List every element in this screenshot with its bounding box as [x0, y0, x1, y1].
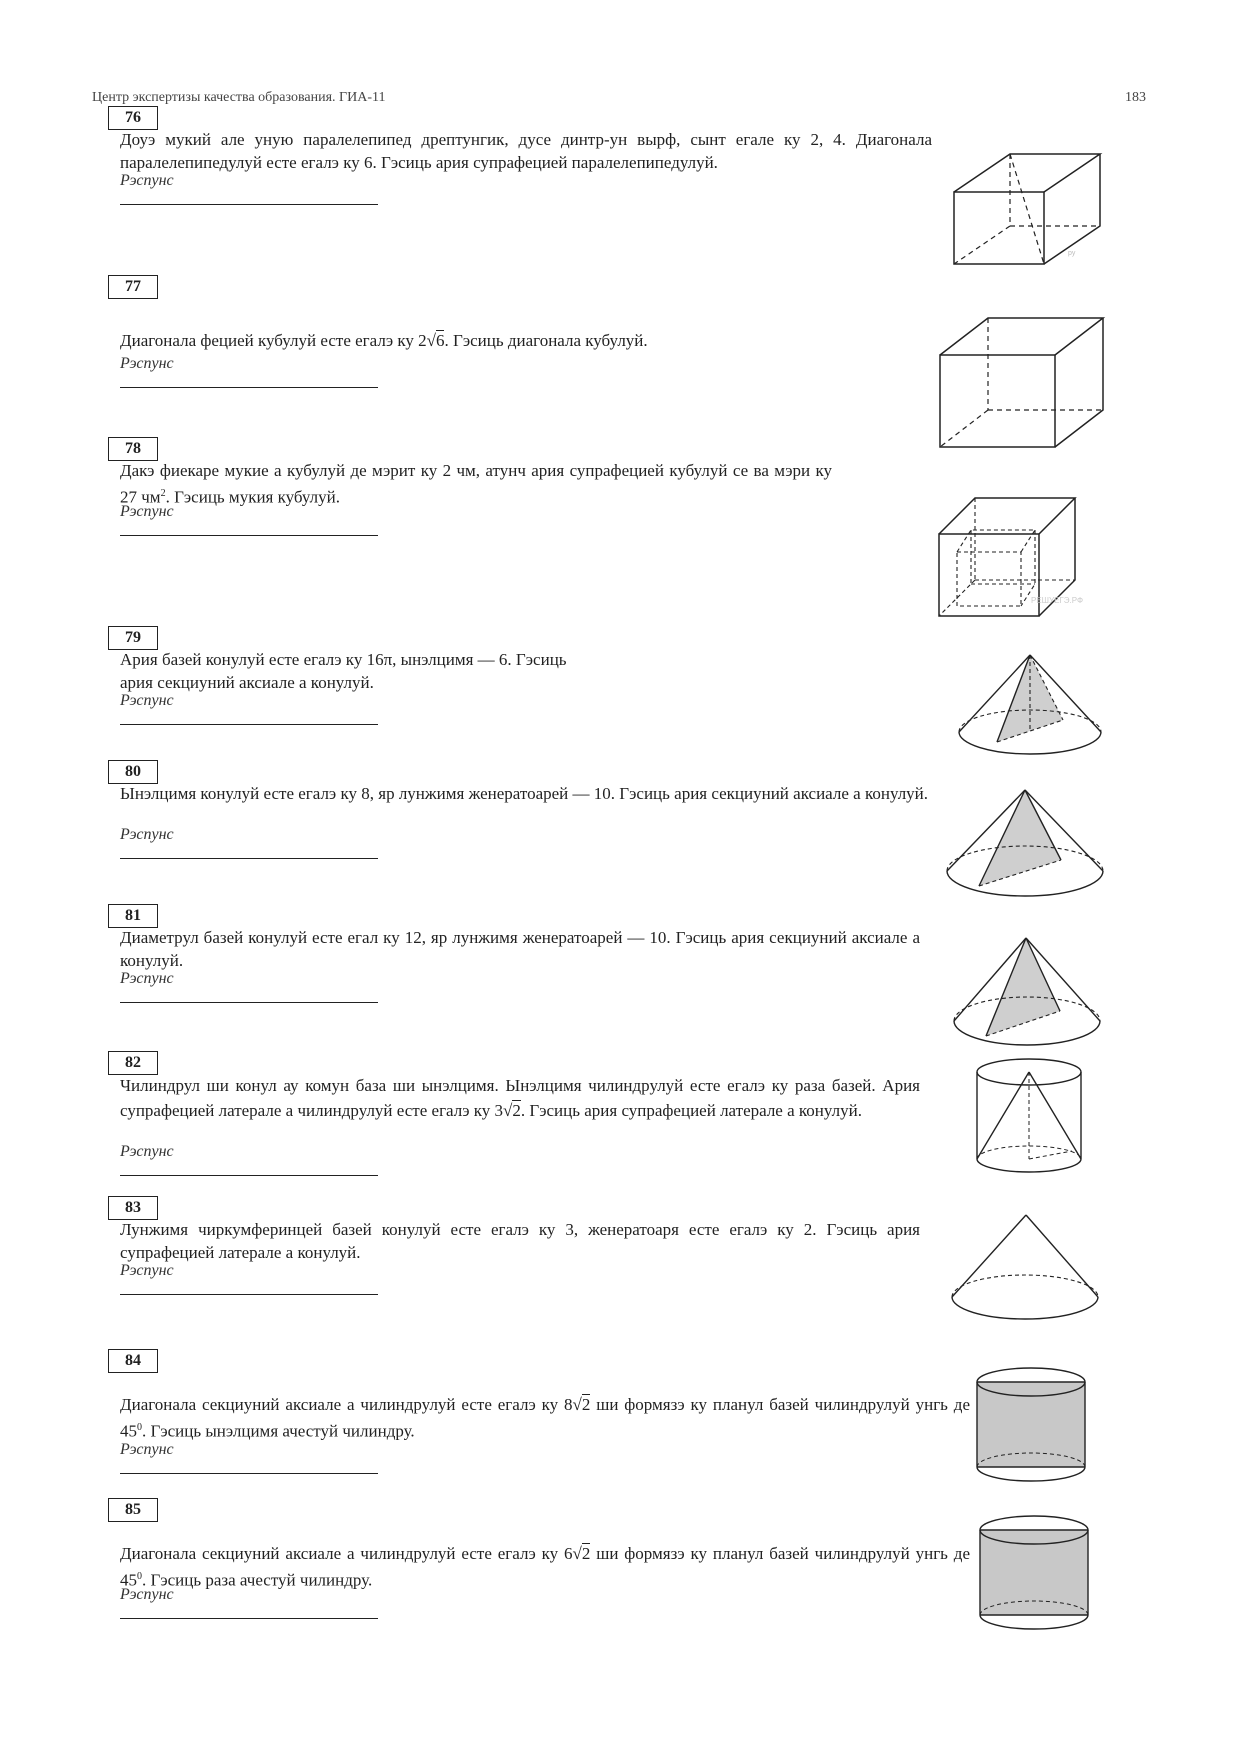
text-part: . Гэсиць мукия кубулуй.: [165, 487, 340, 507]
task-number: 79: [108, 626, 158, 650]
root-coef: 8: [564, 1395, 573, 1414]
task-text: Ария базей конулуй есте егалэ ку 16π, ынэлцимя — 6. Гэсиць ария секциуний аксиале а конулуй.: [120, 650, 567, 692]
superscript: 2: [160, 488, 166, 499]
text-part: Чилиндрул ши конул ау комун база ши ынэлцимя. Ынэлцимя чилиндрулуй есте егалэ ку раза базей. Ария супрафецией латерале а чилиндрулуй есте егалэ ку: [120, 1076, 920, 1120]
answer-field[interactable]: [120, 1441, 378, 1479]
cone-figure: [943, 785, 1108, 900]
answer-field[interactable]: [120, 826, 378, 864]
answer-label: Рэспунс: [120, 826, 174, 843]
radicand: 2: [512, 1101, 521, 1120]
text-part: ши формязэ ку планул базей чилиндрулуй унгь де 45: [120, 1395, 970, 1441]
text-part: . Гэсиць раза ачестуй чилиндру.: [142, 1570, 373, 1590]
answer-field[interactable]: [120, 1262, 378, 1300]
answer-label: Рэспунс: [120, 692, 174, 709]
superscript: 0: [137, 1422, 142, 1433]
answer-label: Рэспунс: [120, 355, 174, 372]
cone-figure: [950, 933, 1105, 1048]
radicand: 6: [435, 331, 445, 350]
answer-label: Рэспунс: [120, 970, 174, 987]
task-number: 78: [108, 437, 158, 461]
text-part: . Гэсиць ынэлцимя ачестуй чилиндру.: [142, 1421, 415, 1441]
watermark-text: ру: [1068, 250, 1076, 257]
cone-figure: [948, 1210, 1103, 1325]
task-text: [120, 459, 832, 509]
sqrt-sign: √: [426, 331, 436, 350]
watermark-text: РЕШУЕГЭ.РФ: [1031, 596, 1084, 605]
radicand: 2: [581, 1544, 591, 1563]
answer-label: Рэспунс: [120, 503, 174, 520]
cylinder-figure: [972, 1360, 1092, 1485]
answer-line[interactable]: [120, 988, 378, 1003]
task-number: 82: [108, 1051, 158, 1075]
answer-line[interactable]: [120, 1161, 378, 1176]
answer-line[interactable]: [120, 844, 378, 859]
root-coef: 6: [564, 1544, 573, 1563]
text-part: . Гэсиць диагонала кубулуй.: [444, 331, 648, 350]
root-coef: 3: [494, 1101, 504, 1120]
task-text: [120, 1542, 970, 1592]
task-text: [120, 1073, 920, 1123]
text-part: ши формязэ ку планул базей чилиндрулуй унгь де 45: [120, 1544, 970, 1590]
task-text: Ынэлцимя конулуй есте егалэ ку 8, яр лунжимя женератоарей — 10. Гэсиць ария секциуний аксиале а конулуй.: [120, 784, 929, 803]
radicand: 2: [581, 1395, 591, 1414]
text-part: Дакэ фиекаре мукие а кубулуй де мэрит ку 2 чм, атунч ария супрафецией кубулуй се ва мэри ку 27 чм: [120, 461, 832, 507]
task-number: 85: [108, 1498, 158, 1522]
answer-line[interactable]: [120, 1604, 378, 1619]
answer-line[interactable]: [120, 521, 378, 536]
task-text: Лунжимя чиркумферинцей базей конулуй есте егалэ ку 3, женератоаря есте егалэ ку 2. Гэсиць ария супрафецией латерале а конулуй.: [120, 1220, 920, 1262]
answer-field[interactable]: [120, 172, 378, 210]
task-text: [120, 329, 920, 352]
answer-line[interactable]: [120, 1280, 378, 1295]
nested-cube-figure: [935, 490, 1085, 620]
task-text: Доуэ мукий але уную паралелепипед дрептунгик, дусе динтр-ун вырф, сынт егале ку 2, 4. Диагонала паралелепипедулуй есте егалэ ку 6. Гэсиць ария супрафецией паралелепипедулуй.: [120, 130, 932, 172]
answer-field[interactable]: [120, 970, 378, 1008]
text-part: Диагонала секциуний аксиале а чилиндрулуй есте егалэ ку: [120, 1395, 565, 1414]
task-number: 84: [108, 1349, 158, 1373]
cylinder-cone-figure: [972, 1055, 1087, 1180]
root-coef: 2: [418, 331, 427, 350]
header-source: Центр экспертизы качества образования. ГИА-11: [92, 90, 386, 105]
answer-field[interactable]: [120, 1143, 378, 1181]
page-number: 183: [1125, 90, 1146, 105]
sqrt-sign: √: [503, 1101, 513, 1120]
sqrt-sign: √: [572, 1395, 582, 1414]
cube-figure: [935, 315, 1110, 450]
answer-line[interactable]: [120, 710, 378, 725]
answer-line[interactable]: [120, 373, 378, 388]
answer-line[interactable]: [120, 190, 378, 205]
task-number: 83: [108, 1196, 158, 1220]
cylinder-figure: [975, 1508, 1095, 1633]
task-text: [120, 1393, 970, 1443]
text-part: Диагонала фецией кубулуй есте егалэ ку: [120, 331, 419, 350]
answer-field[interactable]: [120, 692, 378, 730]
parallelepiped-figure: [950, 150, 1110, 270]
answer-field[interactable]: [120, 1586, 378, 1624]
answer-field[interactable]: [120, 503, 378, 541]
answer-label: Рэспунс: [120, 172, 174, 189]
answer-line[interactable]: [120, 1459, 378, 1474]
answer-field[interactable]: [120, 355, 378, 393]
task-number: 80: [108, 760, 158, 784]
answer-label: Рэспунс: [120, 1143, 174, 1160]
answer-label: Рэспунс: [120, 1441, 174, 1458]
cone-figure: [955, 650, 1105, 760]
page-header: [92, 90, 1146, 110]
superscript: 0: [137, 1571, 142, 1582]
answer-label: Рэспунс: [120, 1262, 174, 1279]
task-text: Диаметрул базей конулуй есте егал ку 12, яр лунжимя женератоарей — 10. Гэсиць ария секциуний аксиале а конулуй.: [120, 928, 920, 970]
answer-label: Рэспунс: [120, 1586, 174, 1603]
task-number: 81: [108, 904, 158, 928]
task-number: 76: [108, 106, 158, 130]
sqrt-sign: √: [572, 1544, 582, 1563]
text-part: Диагонала секциуний аксиале а чилиндрулуй есте егалэ ку: [120, 1544, 565, 1563]
text-part: . Гэсиць ария супрафецией латерале а конулуй.: [520, 1101, 862, 1120]
task-number: 77: [108, 275, 158, 299]
